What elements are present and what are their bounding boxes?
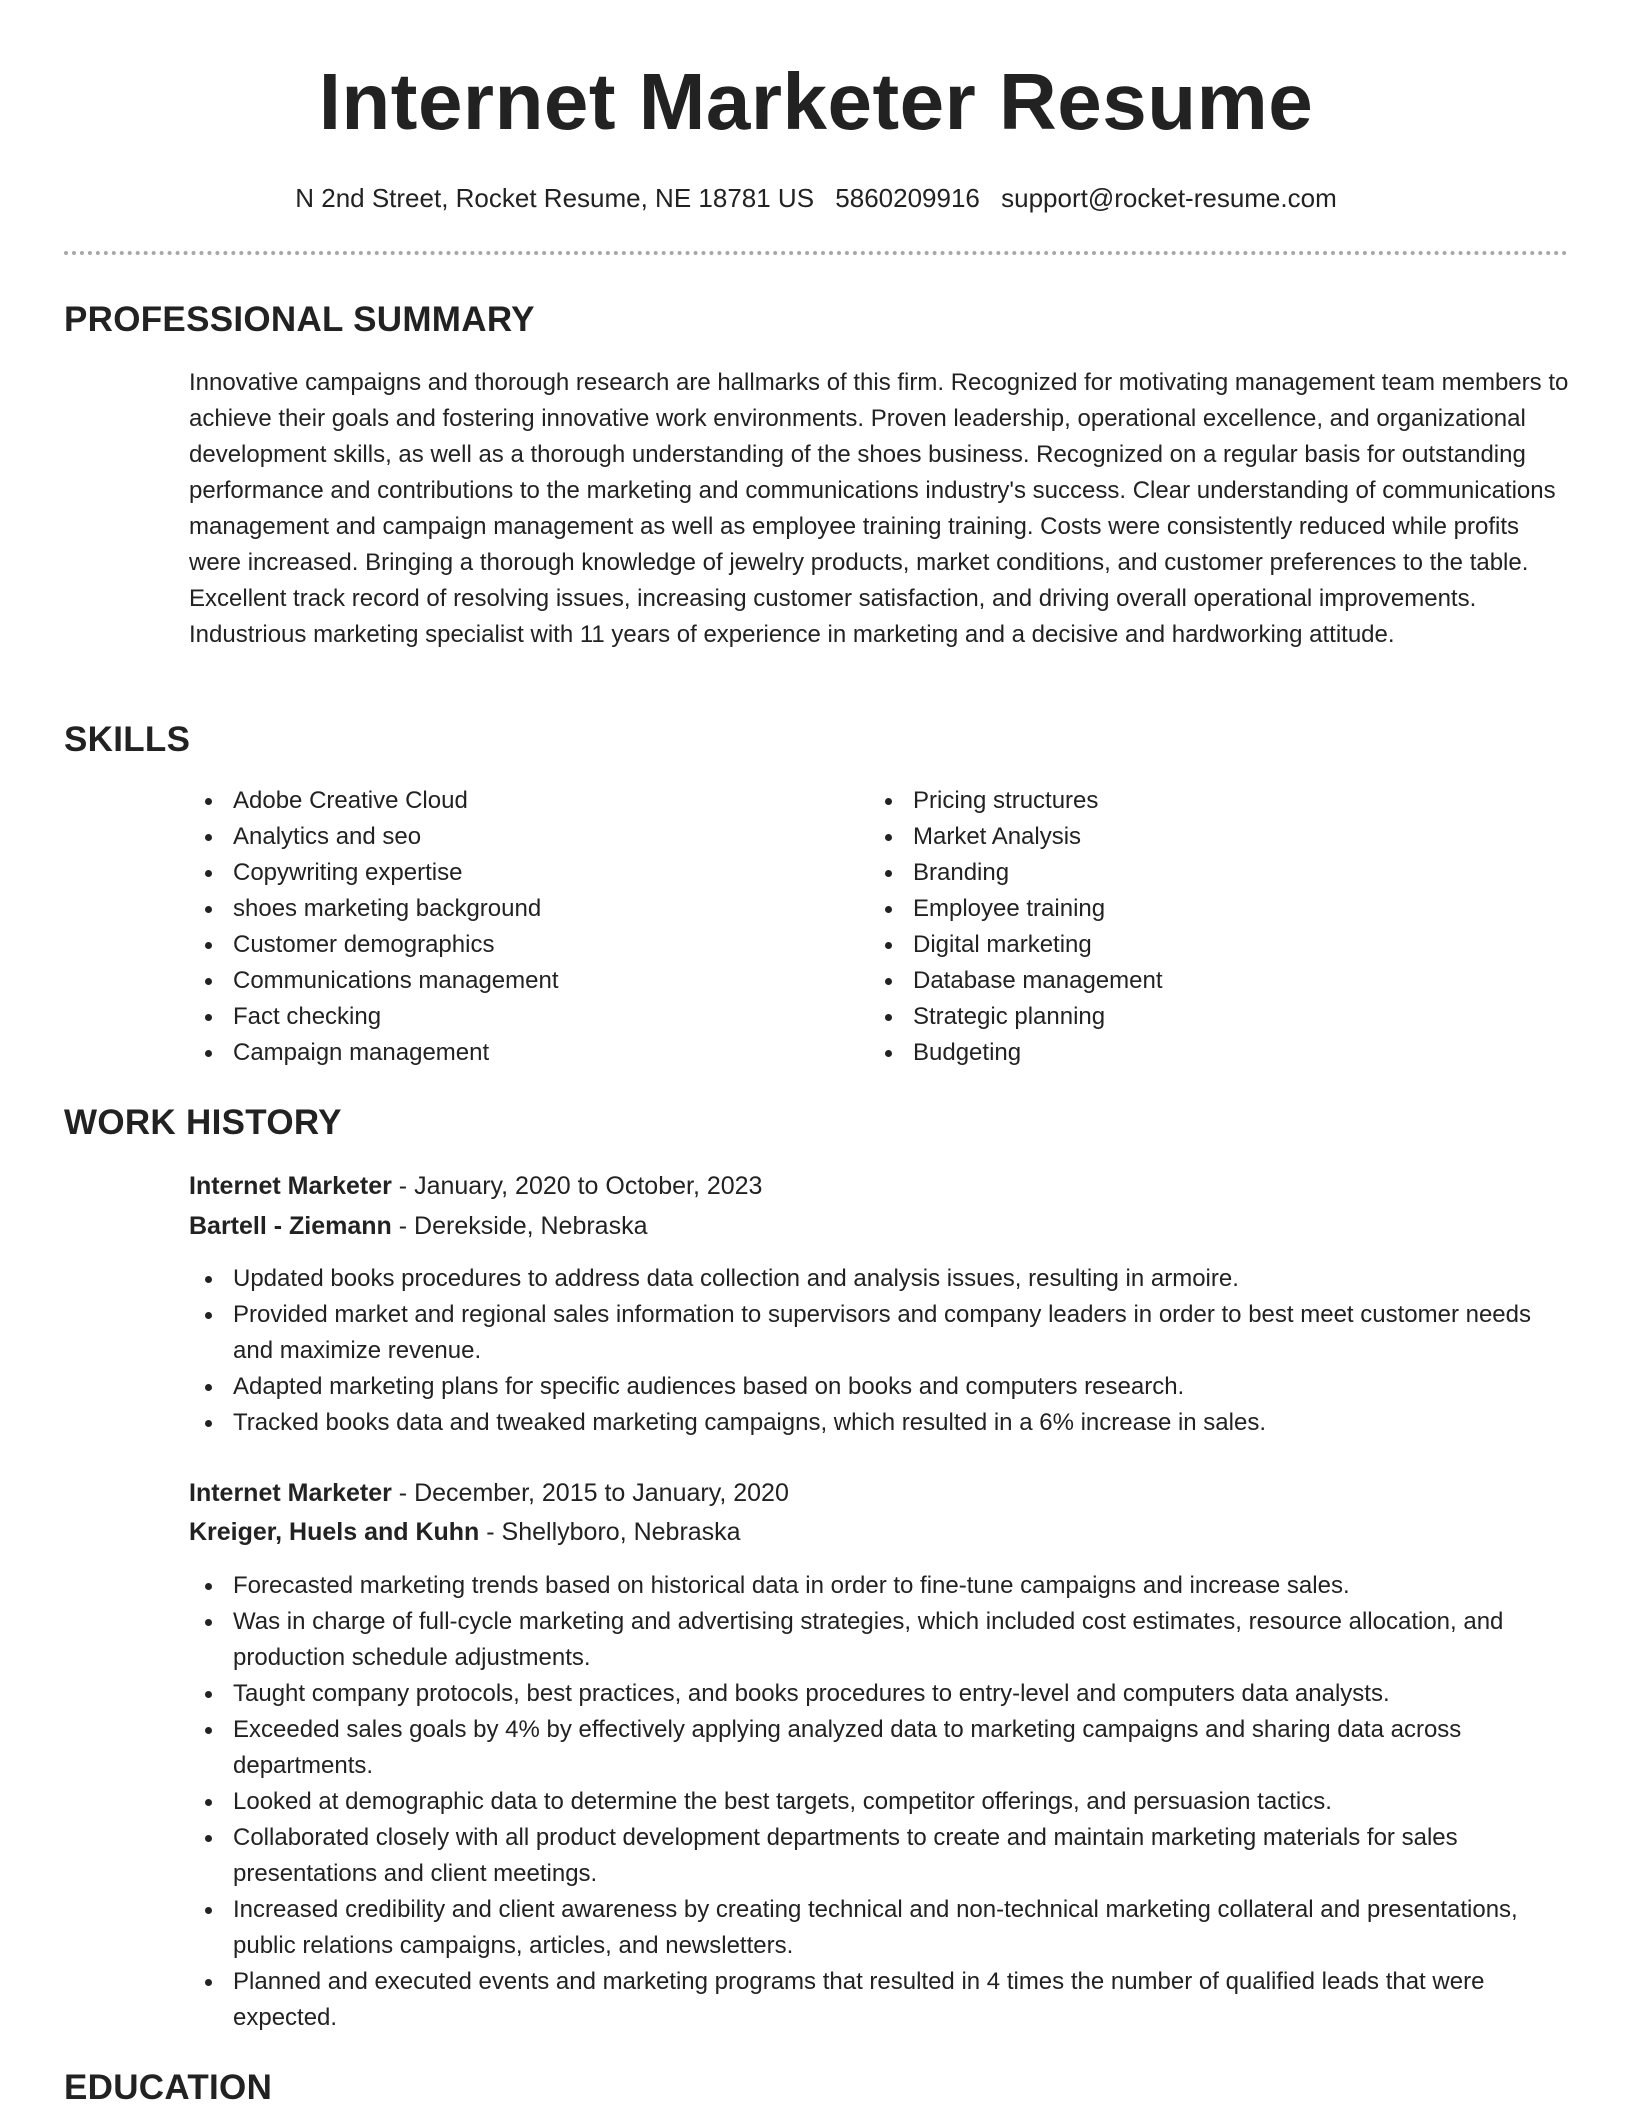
job-bullet: Increased credibility and client awareness by creating technical and non-technical marketing collateral and presentations, public relations campaigns, articles, and newsletters. <box>189 1892 1569 1964</box>
skill-item: Budgeting <box>869 1035 1529 1071</box>
job-title: Internet Marketer <box>189 1172 392 1200</box>
phone-text: 5860209916 <box>835 183 980 213</box>
job-bullet: Provided market and regional sales information to supervisors and company leaders in order to best meet customer needs and maximize revenue. <box>189 1297 1569 1369</box>
job-title: Internet Marketer <box>189 1479 392 1507</box>
skill-item: Copywriting expertise <box>189 855 849 891</box>
job-title-line <box>189 1475 1569 1511</box>
skill-item: Market Analysis <box>869 819 1529 855</box>
job-bullet: Forecasted marketing trends based on historical data in order to fine-tune campaigns and increase sales. <box>189 1568 1569 1604</box>
skill-item: Analytics and seo <box>189 819 849 855</box>
skills-list-right <box>869 783 1529 1071</box>
skills-heading: SKILLS <box>64 720 191 759</box>
job-dates: - December, 2015 to January, 2020 <box>391 1479 789 1507</box>
job-bullet: Looked at demographic data to determine the best targets, competitor offerings, and persuasion tactics. <box>189 1784 1569 1820</box>
skill-item: Employee training <box>869 891 1529 927</box>
header-divider <box>64 251 1568 255</box>
job-bullet: Adapted marketing plans for specific audiences based on books and computers research. <box>189 1369 1569 1405</box>
job-company: Bartell - Ziemann <box>189 1212 392 1240</box>
skill-item: Communications management <box>189 963 849 999</box>
skill-item: Branding <box>869 855 1529 891</box>
job-bullets <box>189 1261 1569 1441</box>
education-heading: EDUCATION <box>64 2068 273 2107</box>
skill-item: Strategic planning <box>869 999 1529 1035</box>
job-bullet: Planned and executed events and marketing programs that resulted in 4 times the number of qualified leads that were expected. <box>189 1964 1569 2036</box>
skill-item: shoes marketing background <box>189 891 849 927</box>
resume-title: Internet Marketer Resume <box>318 57 1314 146</box>
skill-item: Digital marketing <box>869 927 1529 963</box>
job-title-line <box>189 1168 1569 1204</box>
job-bullet: Updated books procedures to address data collection and analysis issues, resulting in armoire. <box>189 1261 1569 1297</box>
skill-item: Customer demographics <box>189 927 849 963</box>
skill-item: Adobe Creative Cloud <box>189 783 849 819</box>
contact-line <box>0 180 1632 216</box>
job-bullet: Exceeded sales goals by 4% by effectively applying analyzed data to marketing campaigns and sharing data across departments. <box>189 1712 1569 1784</box>
address-text: N 2nd Street, Rocket Resume, NE 18781 US <box>295 183 815 213</box>
job-company: Kreiger, Huels and Kuhn <box>189 1518 480 1546</box>
job-location: - Shellyboro, Nebraska <box>479 1518 741 1546</box>
job-bullet: Collaborated closely with all product development departments to create and maintain marketing materials for sales presentations and client meetings. <box>189 1820 1569 1892</box>
summary-heading: PROFESSIONAL SUMMARY <box>64 300 535 339</box>
skill-item: Pricing structures <box>869 783 1529 819</box>
job-bullet: Tracked books data and tweaked marketing campaigns, which resulted in a 6% increase in sales. <box>189 1405 1569 1441</box>
job-location: - Derekside, Nebraska <box>391 1212 648 1240</box>
skill-item: Database management <box>869 963 1529 999</box>
job-bullets <box>189 1568 1569 2036</box>
skill-item: Campaign management <box>189 1035 849 1071</box>
job-company-line <box>189 1208 1569 1244</box>
job-bullet: Taught company protocols, best practices, and books procedures to entry-level and computers data analysts. <box>189 1676 1569 1712</box>
job-bullet: Was in charge of full-cycle marketing and advertising strategies, which included cost estimates, resource allocation, and production schedule adjustments. <box>189 1604 1569 1676</box>
job-company-line <box>189 1514 1569 1550</box>
skill-item: Fact checking <box>189 999 849 1035</box>
skills-list-left <box>189 783 849 1071</box>
job-dates: - January, 2020 to October, 2023 <box>391 1172 763 1200</box>
work-history-heading: WORK HISTORY <box>64 1103 342 1142</box>
email-link[interactable]: support@rocket-resume.com <box>1001 183 1337 213</box>
summary-text: Innovative campaigns and thorough research are hallmarks of this firm. Recognized for motivating management team members to achieve their goals and fostering innovative work environments. Proven leadership, operational excellence, and organizational development skills, as well as a thorough understanding of the shoes business. Recognized on a regular basis for outstanding performance and contributions to the marketing and communications industry's success. Clear understanding of communications management and campaign management as well as employee training training. Costs were consistently reduced while profits were increased. Bringing a thorough knowledge of jewelry products, market conditions, and customer preferences to the table. Excellent track record of resolving issues, increasing customer satisfaction, and driving overall operational improvements. Industrious marketing specialist with 11 years of experience in marketing and a decisive and hardworking attitude. <box>189 369 1569 648</box>
